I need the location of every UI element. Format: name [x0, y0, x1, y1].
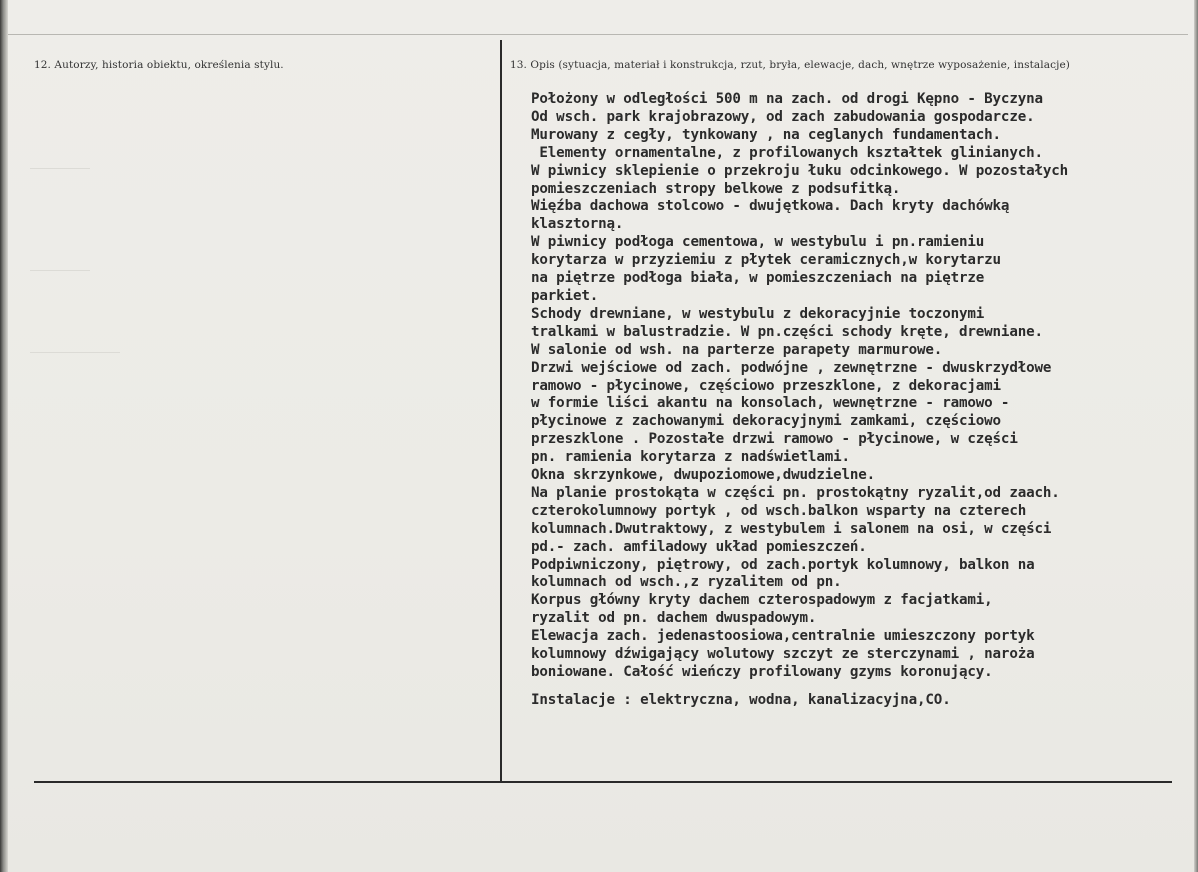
description-line: czterokolumnowy portyk , od wsch.balkon wsparty na czterech: [531, 502, 1027, 519]
description-line: na piętrze podłoga biała, w pomieszczeniach na piętrze: [531, 270, 985, 287]
field-12-label: 12. Autorzy, historia obiektu, określenia stylu.: [34, 59, 284, 71]
description-line: klasztorną.: [531, 216, 624, 233]
description-line: płycinowe z zachowanymi dekoracyjnymi zamkami, częściowo: [531, 413, 1001, 430]
bleed-mark: [30, 270, 90, 271]
form-top-rule: [8, 34, 1188, 35]
column-divider: [500, 40, 502, 782]
bleed-mark: [30, 352, 120, 353]
paragraph-gap: [531, 682, 1068, 692]
description-line: Korpus główny kryty dachem czterospadowym z facjatkami,: [531, 592, 993, 609]
description-line: Na planie prostokąta w części pn. prostokątny ryzalit,od zaach.: [531, 484, 1060, 501]
description-line: pd.- zach. amfiladowy układ pomieszczeń.: [531, 538, 867, 555]
installations-line: Instalacje : elektryczna, wodna, kanalizacyjna,CO.: [531, 691, 951, 708]
description-line: kolumnach od wsch.,z ryzalitem od pn.: [531, 574, 842, 591]
description-line: Położony w odległości 500 m na zach. od drogi Kępno - Byczyna: [531, 91, 1043, 107]
description-line: tralkami w balustradzie. W pn.części schody kręte, drewniane.: [531, 323, 1043, 340]
description-line: kolumnowy dźwigający wolutowy szczyt ze sterczynami , naroża: [531, 646, 1035, 663]
description-line: Więźba dachowa stolcowo - dwujętkowa. Dach kryty dachówką: [531, 198, 1010, 215]
description-line: w formie liści akantu na konsolach, wewnętrzne - ramowo -: [531, 395, 1010, 412]
description-line: przeszklone . Pozostałe drzwi ramowo - płycinowe, w części: [531, 431, 1018, 448]
description-line: korytarza w przyziemiu z płytek ceramicznych,w korytarzu: [531, 252, 1001, 269]
description-line: Elementy ornamentalne, z profilowanych kształtek glinianych.: [531, 144, 1043, 161]
scan-right-edge: [1194, 0, 1198, 872]
description-line: boniowane. Całość wieńczy profilowany gzyms koronujący.: [531, 664, 993, 680]
description-line: pomieszczeniach stropy belkowe z podsufitką.: [531, 180, 901, 197]
scan-left-edge: [0, 0, 8, 872]
description-line: Okna skrzynkowe, dwupoziomowe,dwudzielne.: [531, 467, 876, 484]
description-line: W piwnicy podłoga cementowa, w westybulu i pn.ramieniu: [531, 234, 985, 251]
field-13-label: 13. Opis (sytuacja, materiał i konstrukcja, rzut, bryła, elewacje, dach, wnętrze wyposażenie, instalacje): [510, 59, 1070, 71]
typewritten-description: [531, 91, 1068, 710]
description-line: parkiet.: [531, 287, 599, 304]
description-line: kolumnach.Dwutraktowy, z westybulem i salonem na osi, w części: [531, 520, 1052, 537]
description-line: pn. ramienia korytarza z nadświetlami.: [531, 449, 850, 466]
form-bottom-rule: [34, 781, 1172, 783]
description-line: Murowany z cegły, tynkowany , na ceglanych fundamentach.: [531, 126, 1001, 143]
description-line: Podpiwniczony, piętrowy, od zach.portyk kolumnowy, balkon na: [531, 556, 1035, 573]
description-line: Drzwi wejściowe od zach. podwójne , zewnętrzne - dwuskrzydłowe: [531, 359, 1052, 376]
description-line: Od wsch. park krajobrazowy, od zach zabudowania gospodarcze.: [531, 108, 1035, 125]
description-line: ryzalit od pn. dachem dwuspadowym.: [531, 610, 817, 627]
bleed-mark: [30, 168, 90, 169]
description-line: Elewacja zach. jedenastoosiowa,centralnie umieszczony portyk: [531, 628, 1035, 645]
description-line: W piwnicy sklepienie o przekroju łuku odcinkowego. W pozostałych: [531, 162, 1069, 179]
description-line: Schody drewniane, w westybulu z dekoracyjnie toczonymi: [531, 305, 985, 322]
description-line: W salonie od wsh. na parterze parapety marmurowe.: [531, 341, 943, 358]
description-line: ramowo - płycinowe, częściowo przeszklone, z dekoracjami: [531, 377, 1001, 394]
